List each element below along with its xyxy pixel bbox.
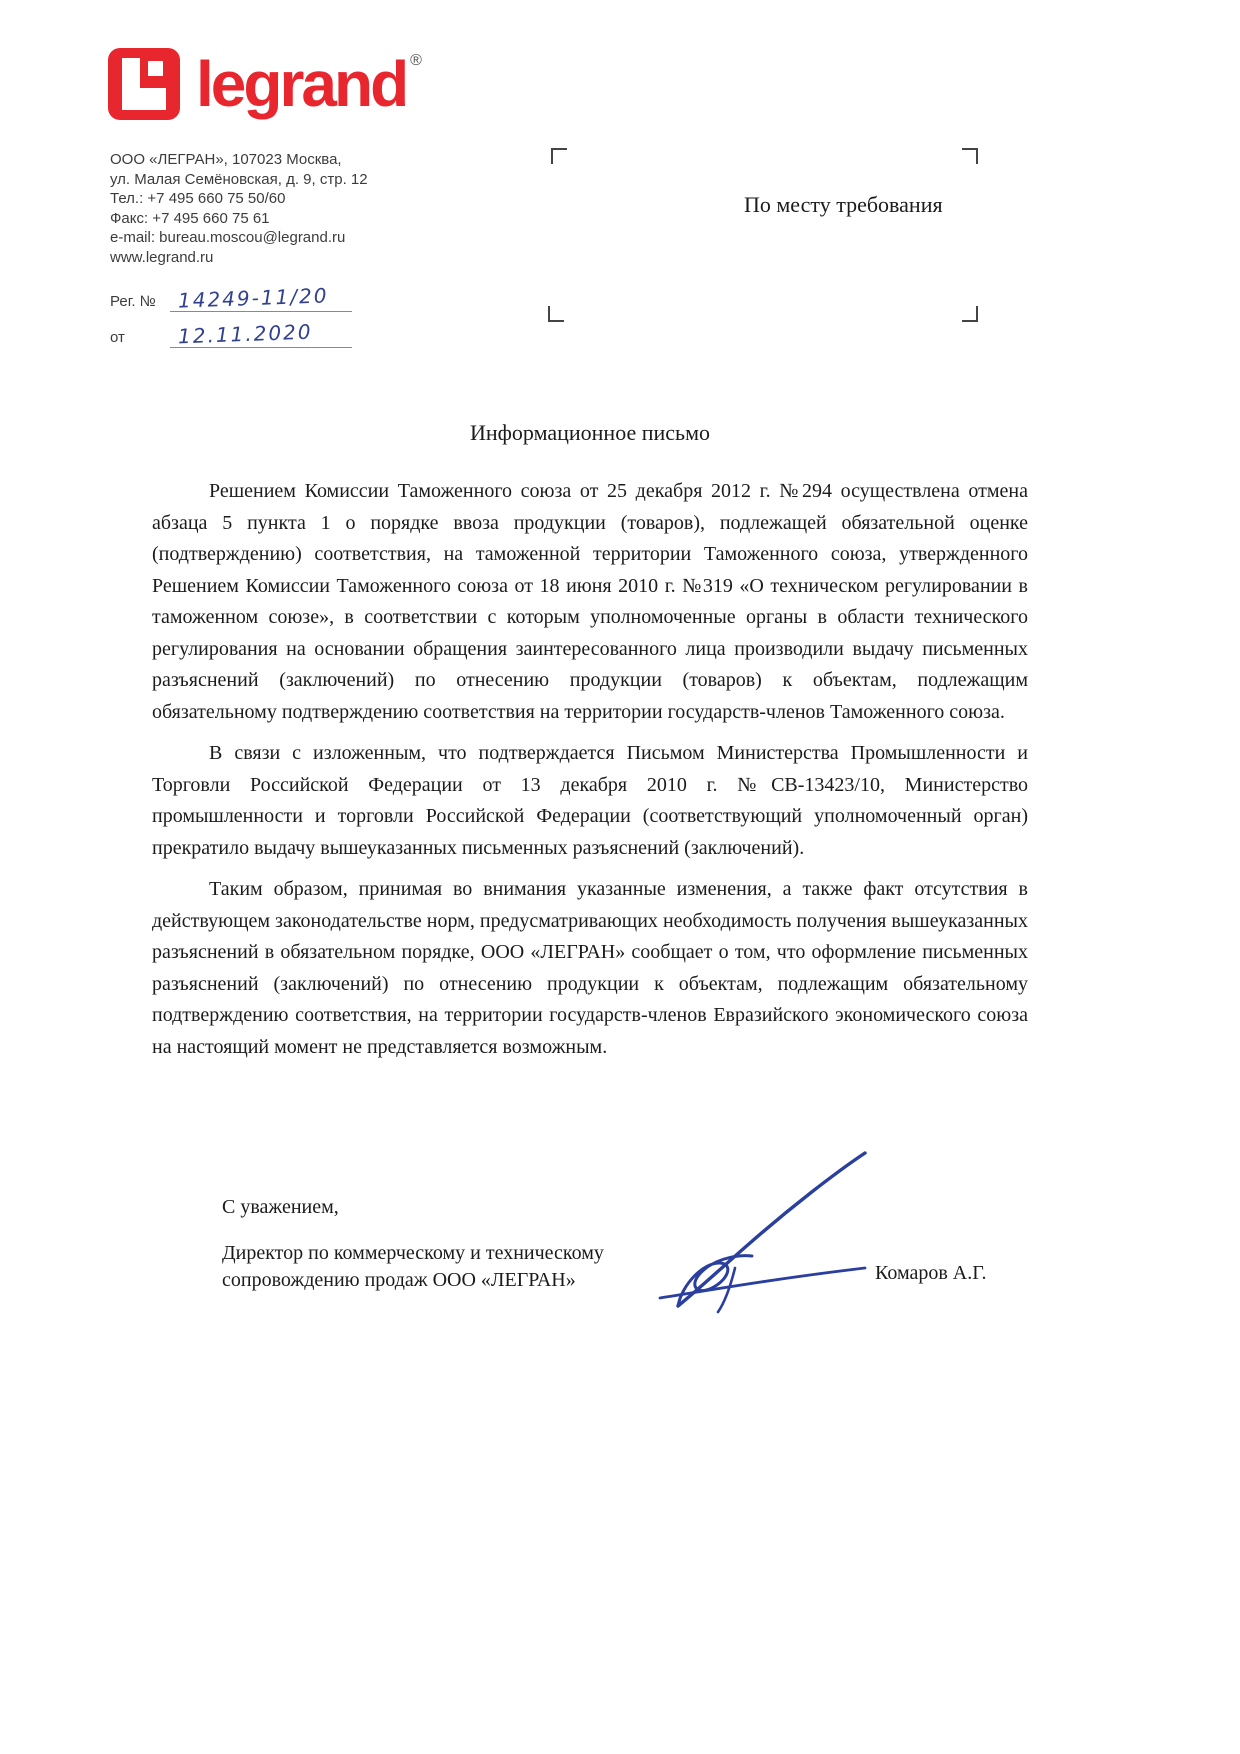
reg-date-line: [170, 319, 352, 349]
company-fax-line: Факс: +7 495 660 75 61: [110, 209, 270, 227]
registered-trademark-symbol: ®: [410, 52, 422, 69]
reg-date-row: [110, 319, 352, 349]
reg-number-handwritten-value: 14249-11/20: [177, 283, 329, 313]
handwritten-signature: [640, 1148, 880, 1316]
company-name-line: ООО «ЛЕГРАН», 107023 Москва,: [110, 151, 342, 168]
registration-block: [110, 283, 352, 358]
company-email-line: e-mail: bureau.moscou@legrand.ru: [110, 229, 346, 246]
company-address-line: ул. Малая Семёновская, д. 9, стр. 12: [110, 170, 368, 188]
address-window-corner-top-right: [962, 148, 978, 164]
signer-position-line-1: Директор по коммерческому и техническому: [222, 1242, 604, 1264]
address-window-corner-bottom-right: [962, 306, 978, 322]
legrand-logo-icon: [108, 48, 180, 120]
legrand-logo: [108, 48, 422, 120]
paragraph-2: В связи с изложенным, что подтверждается Письмом Министерства Промышленности и Торговли Российской Федерации от 13 декабря 2010 г. №СВ-13423/10, Министерство промышленности и торговли Российской Федерации (соответствующий уполномоченный орган) прекратило выдачу вышеуказанных письменных разъяснений (заключений).: [152, 742, 1028, 859]
address-window-corner-bottom-left: [548, 306, 564, 322]
reg-number-line: [170, 283, 352, 313]
letter-body: [152, 420, 1028, 1073]
company-info-block: [110, 150, 368, 267]
company-website-line: www.legrand.ru: [110, 248, 214, 266]
paragraph-1: Решением Комиссии Таможенного союза от 25 декабря 2012 г. №294 осуществлена отмена абзаца 5 пункта 1 о порядке ввоза продукции (товаров), подлежащей обязательной оценке (подтверждению) соответствия, на таможенной территории Таможенного союза, утвержденного Решением Комиссии Таможенного союза от 18 июня 2010 г. №319 «О техническом регулировании в таможенном союзе», в соответствии с которым уполномоченные органы в области технического регулирования на основании обращения заинтересованного лица производили выдачу письменных разъяснений (заключений) по отнесению продукции (товаров) к объектам, подлежащим обязательному подтверждению соответствия на территории государств-членов Таможенного союза.: [152, 480, 1028, 723]
company-phone-line: Тел.: +7 495 660 75 50/60: [110, 190, 286, 207]
logo-square-dot: [148, 61, 163, 76]
reg-number-label: Рег. №: [110, 293, 156, 310]
logo-wordmark: legrand: [196, 48, 407, 120]
paragraph-3: Таким образом, принимая во внимания указанные изменения, а также факт отсутствия в действующем законодательстве норм, предусматривающих необходимость получения вышеуказанных разъяснений в обязательном порядке, ООО «ЛЕГРАН» сообщает о том, что оформление письменных разъяснений (заключений) по отнесению продукции к объектам, подлежащим обязательному подтверждению соответствия, на территории государств-членов Евразийского экономического союза на настоящий момент не представляется возможным.: [152, 878, 1028, 1058]
salutation: С уважением,: [222, 1196, 339, 1218]
letter-title: Информационное письмо: [469, 420, 710, 445]
recipient-text: По месту требования: [744, 192, 943, 217]
signer-position: [222, 1240, 604, 1294]
signer-name: Комаров А.Г.: [875, 1262, 987, 1284]
signer-position-line-2: сопровождению продаж ООО «ЛЕГРАН»: [222, 1269, 576, 1291]
reg-date-label: от: [110, 329, 125, 346]
reg-number-row: [110, 283, 352, 313]
reg-date-handwritten-value: 12.11.2020: [177, 319, 313, 349]
address-window-corner-top-left: [551, 148, 567, 164]
